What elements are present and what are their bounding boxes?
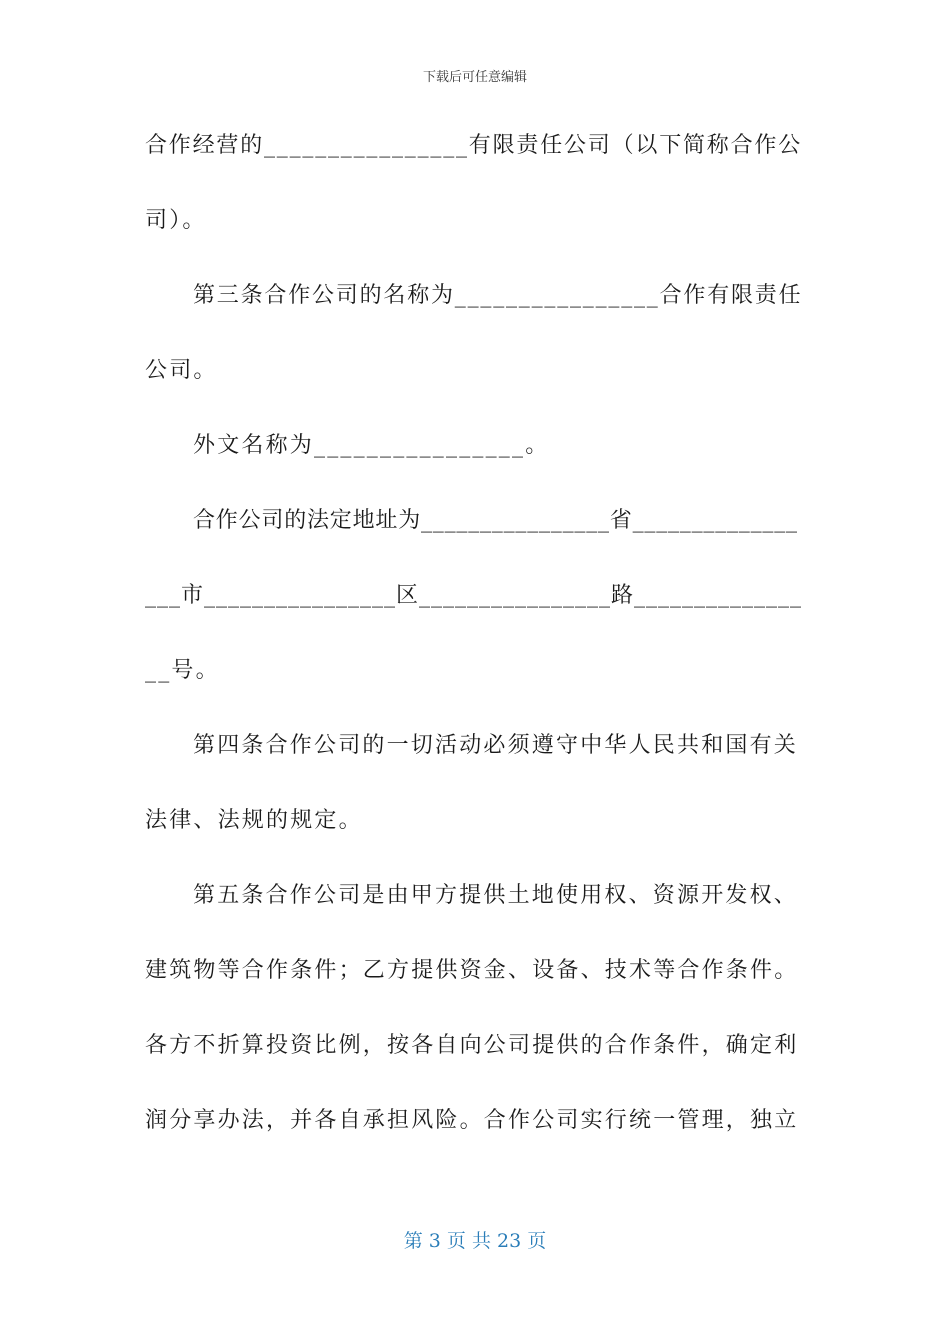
paragraph-line-1: 合作经营的________________有限责任公司（以下简称合作公 xyxy=(145,133,803,158)
article-5-line-3: 各方不折算投资比例，按各自向公司提供的合作条件，确定利 xyxy=(145,1033,799,1058)
article-3-line-1: 第三条合作公司的名称为________________合作有限责任 xyxy=(193,283,803,308)
address-line-1: 合作公司的法定地址为________________省______________ xyxy=(193,508,798,533)
article-5-line-2: 建筑物等合作条件；乙方提供资金、设备、技术等合作条件。 xyxy=(145,958,799,983)
article-5-line-4: 润分享办法，并各自承担风险。合作公司实行统一管理，独立 xyxy=(145,1108,799,1133)
page-header: 下载后可任意编辑 xyxy=(422,70,527,85)
address-line-2: ___市________________区________________路______________ xyxy=(145,583,803,608)
page-number-footer: 第 3 页 共 23 页 xyxy=(403,1230,547,1252)
article-3-line-2: 公司。 xyxy=(145,358,218,383)
article-4-line-2: 法律、法规的规定。 xyxy=(145,808,363,833)
address-line-3: __号。 xyxy=(145,658,220,683)
article-5-line-1: 第五条合作公司是由甲方提供土地使用权、资源开发权、 xyxy=(193,883,799,908)
article-4-line-1: 第四条合作公司的一切活动必须遵守中华人民共和国有关 xyxy=(193,733,799,758)
paragraph-line-2: 司）。 xyxy=(145,208,207,233)
foreign-name-line: 外文名称为________________。 xyxy=(193,433,550,458)
